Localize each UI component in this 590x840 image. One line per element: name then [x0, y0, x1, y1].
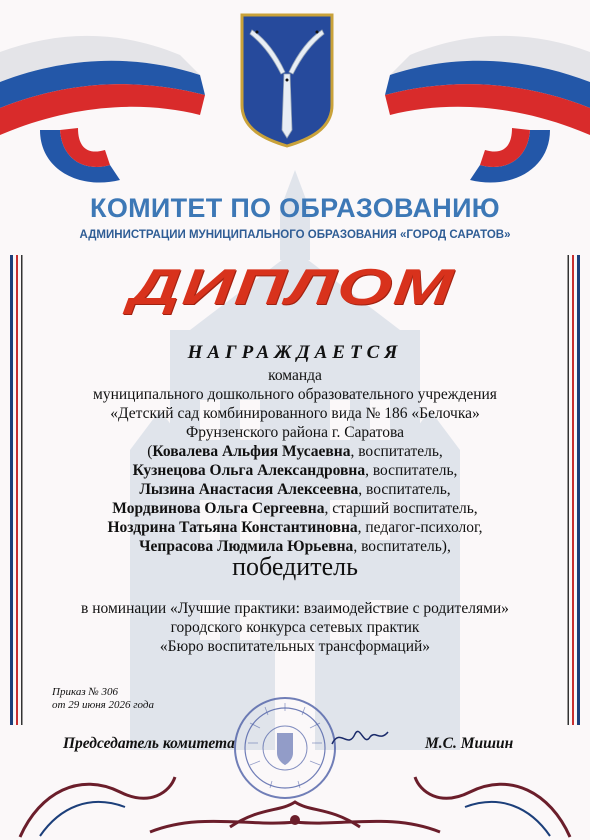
nomination-block	[30, 599, 560, 656]
member-prefix: (	[147, 443, 153, 460]
handwritten-signature-icon	[330, 722, 390, 752]
round-seal-stamp-icon	[230, 693, 340, 803]
chair-name: М.С. Мишин	[425, 735, 514, 752]
winner-label: победитель	[232, 552, 358, 581]
member-role: , воспитатель),	[353, 538, 451, 555]
saratov-coat-of-arms-icon	[237, 10, 337, 148]
member-role: , старший воспитатель,	[324, 500, 478, 517]
committee-subtitle: АДМИНИСТРАЦИИ МУНИЦИПАЛЬНОГО ОБРАЗОВАНИЯ «ГОРОД САРАТОВ»	[79, 229, 511, 241]
chair-title: Председатель комитета	[63, 735, 235, 752]
member-name: Ноздрина Татьяна Константиновна	[107, 519, 358, 536]
member-line	[30, 461, 560, 480]
member-name: Кузнецова Ольга Александровна	[132, 462, 366, 479]
recipient-line-team: команда	[268, 367, 322, 384]
recipient-line-district: Фрунзенского района г. Саратова	[186, 424, 404, 441]
member-role: , воспитатель,	[358, 481, 451, 498]
member-role: , воспитатель,	[350, 443, 443, 460]
member-line	[30, 480, 560, 499]
nomination-line: в номинации «Лучшие практики: взаимодействие с родителями»	[81, 600, 509, 617]
order-info	[52, 686, 154, 712]
member-line	[30, 499, 560, 518]
member-line	[30, 518, 560, 537]
member-name: Мордвинова Ольга Сергеевна	[112, 500, 325, 517]
member-name: Чепрасова Людмила Юрьевна	[139, 538, 354, 555]
member-role: , воспитатель,	[365, 462, 458, 479]
member-name: Ковалева Альфия Мусаевна	[152, 443, 351, 460]
recipient-line-institution: муниципального дошкольного образовательного учреждения	[93, 386, 497, 403]
contest-line: городского конкурса сетевых практик	[170, 619, 420, 636]
diploma-title: ДИПЛОМ	[127, 258, 457, 315]
recipient-block	[30, 366, 560, 556]
committee-title: КОМИТЕТ ПО ОБРАЗОВАНИЮ	[90, 193, 500, 223]
contest-name-line: «Бюро воспитательных трансформаций»	[159, 638, 431, 655]
member-role: , педагог-психолог,	[357, 519, 483, 536]
awarded-heading: НАГРАЖДАЕТСЯ	[187, 342, 403, 363]
member-name: Лызина Анастасия Алексеевна	[139, 481, 359, 498]
order-number: Приказ № 306	[52, 686, 118, 698]
recipient-line-kindergarten: «Детский сад комбинированного вида № 186 «Белочка»	[110, 405, 480, 422]
order-date: от 29 июня 2026 года	[52, 699, 154, 711]
member-line	[30, 442, 560, 461]
